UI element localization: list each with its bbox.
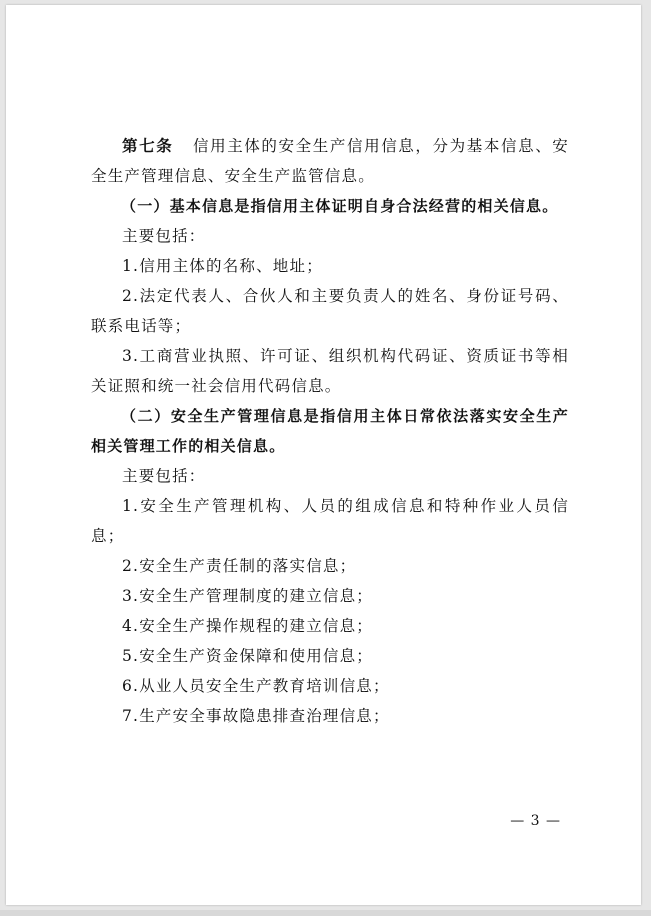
article-label: 第七条 [122,137,174,155]
section2-item-1: 1.安全生产管理机构、人员的组成信息和特种作业人员信息； [91,497,569,545]
section1-item-1: 1.信用主体的名称、地址； [122,257,323,275]
section2-item-4: 4.安全生产操作规程的建立信息； [122,617,373,635]
section2-intro: 主要包括： [122,467,206,485]
section1-heading: （一）基本信息是指信用主体证明自身合法经营的相关信息。 [121,197,559,215]
document-body [91,131,569,731]
section1-item-3: 3.工商营业执照、许可证、组织机构代码证、资质证书等相关证照和统一社会信用代码信息。 [91,347,569,395]
section2-item-5: 5.安全生产资金保障和使用信息； [122,647,373,665]
section2-heading: （二）安全生产管理信息是指信用主体日常依法落实安全生产相关管理工作的相关信息。 [91,407,569,455]
section2-item-6: 6.从业人员安全生产教育培训信息； [122,677,390,695]
section1-item-2: 2.法定代表人、合伙人和主要负责人的姓名、身份证号码、联系电话等； [91,287,569,335]
page-number: — 3 — [510,813,561,829]
article-paragraph [91,131,569,191]
section2-item-2: 2.安全生产责任制的落实信息； [122,557,357,575]
viewer-bottom-bar [0,910,651,916]
section2-item-3: 3.安全生产管理制度的建立信息； [122,587,373,605]
article-text: 信用主体的安全生产信用信息，分为基本信息、安全生产管理信息、安全生产监管信息。 [91,137,569,185]
document-page [6,5,641,905]
section1-intro: 主要包括： [122,227,206,245]
section2-item-7: 7.生产安全事故隐患排查治理信息； [122,707,390,725]
